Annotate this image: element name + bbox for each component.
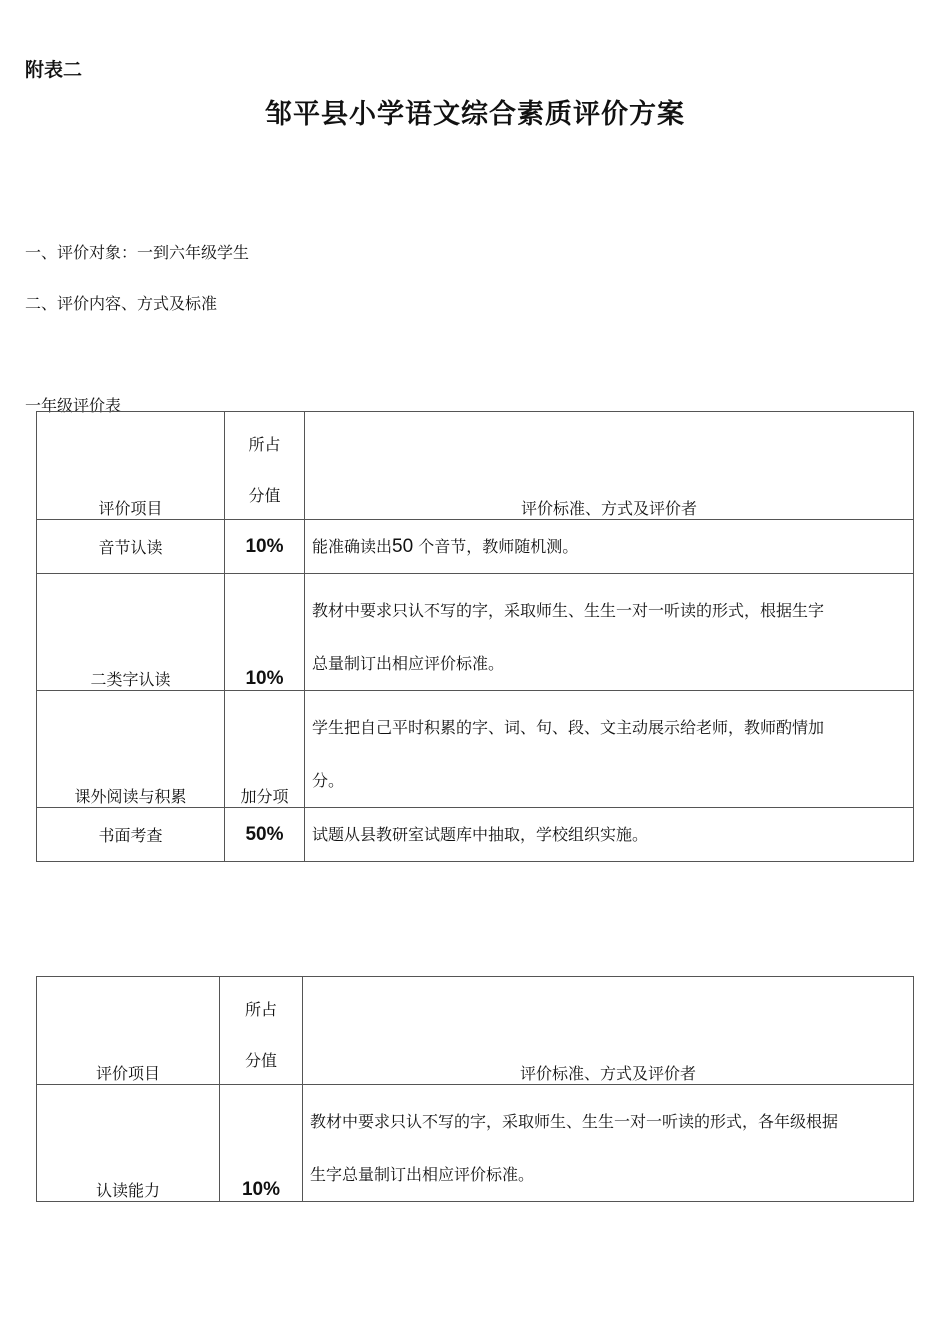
row-description xyxy=(305,574,914,691)
row-score: 50% xyxy=(225,808,305,862)
appendix-label: 附表二 xyxy=(25,59,83,81)
desc-line2: 分。 xyxy=(312,771,345,790)
second-evaluation-table xyxy=(36,976,914,1202)
section-evaluation-content: 二、评价内容、方式及标准 xyxy=(25,294,218,313)
row-score: 加分项 xyxy=(225,691,305,808)
desc-number: 50 xyxy=(392,536,414,557)
row-description xyxy=(305,520,914,574)
row-description xyxy=(305,691,914,808)
row-description xyxy=(303,1085,914,1202)
header-standard-label: 评价标准、方式及评价者 xyxy=(519,1064,696,1083)
header-score-cell xyxy=(220,977,303,1085)
desc-text-pre: 能准确读出 xyxy=(312,537,393,556)
header-item-cell xyxy=(37,412,225,520)
desc-line1: 教材中要求只认不写的字，采取师生、生生一对一听读的形式，根据生字 xyxy=(312,601,825,620)
desc-line2: 总量制订出相应评价标准。 xyxy=(312,654,505,673)
row-item: 认读能力 xyxy=(37,1085,220,1202)
header-score-line1: 所占 xyxy=(248,435,281,454)
table-row xyxy=(37,1085,914,1202)
row-item: 二类字认读 xyxy=(37,574,225,691)
table1-caption: 一年级评价表 xyxy=(25,396,122,415)
row-item: 书面考查 xyxy=(37,808,225,862)
row-score: 10% xyxy=(225,520,305,574)
header-standard-label: 评价标准、方式及评价者 xyxy=(520,499,697,518)
grade1-evaluation-table xyxy=(36,411,914,862)
header-item-label: 评价项目 xyxy=(95,1064,160,1083)
header-score-line2: 分值 xyxy=(248,486,281,505)
header-score-line1: 所占 xyxy=(244,1000,277,1019)
desc-line1: 学生把自己平时积累的字、词、句、段、文主动展示给老师，教师酌情加 xyxy=(312,718,825,737)
header-standard-cell xyxy=(303,977,914,1085)
table-header-row xyxy=(37,412,914,520)
desc-line2: 生字总量制订出相应评价标准。 xyxy=(310,1165,535,1184)
header-item-cell xyxy=(37,977,220,1085)
row-score: 10% xyxy=(220,1085,303,1202)
table-row xyxy=(37,691,914,808)
header-score-line2: 分值 xyxy=(244,1051,277,1070)
header-standard-cell xyxy=(305,412,914,520)
row-score: 10% xyxy=(225,574,305,691)
header-score-cell xyxy=(225,412,305,520)
row-item: 课外阅读与积累 xyxy=(37,691,225,808)
desc-line1: 教材中要求只认不写的字，采取师生、生生一对一听读的形式，各年级根据 xyxy=(310,1112,839,1131)
header-item-label: 评价项目 xyxy=(98,499,163,518)
table-row xyxy=(37,574,914,691)
document-title: 邹平县小学语文综合素质评价方案 xyxy=(265,99,685,130)
table-row xyxy=(37,808,914,862)
row-description: 试题从县教研室试题库中抽取，学校组织实施。 xyxy=(305,808,914,862)
section-evaluation-target: 一、评价对象：一到六年级学生 xyxy=(25,243,250,262)
table-header-row xyxy=(37,977,914,1085)
row-item: 音节认读 xyxy=(37,520,225,574)
desc-text-post: 个音节，教师随机测。 xyxy=(418,537,579,556)
table-row xyxy=(37,520,914,574)
